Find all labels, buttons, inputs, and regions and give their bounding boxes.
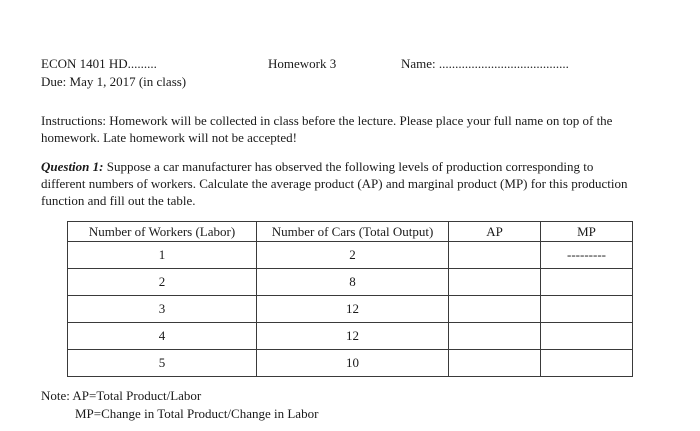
header-workers: Number of Workers (Labor) bbox=[68, 222, 257, 242]
cars-cell: 8 bbox=[257, 269, 449, 296]
header-mp: MP bbox=[541, 222, 633, 242]
table-row bbox=[68, 296, 633, 323]
note-mp: MP=Change in Total Product/Change in Labor bbox=[75, 406, 319, 421]
course-code: ECON 1401 HD......... bbox=[41, 56, 157, 71]
table-row bbox=[68, 242, 633, 269]
question-text: Suppose a car manufacturer has observed the following levels of production corresponding to different numbers of workers. Calculate the average product (AP) and marginal product (MP) for this production function and fill out the table. bbox=[41, 159, 628, 208]
mp-cell bbox=[541, 350, 633, 377]
name-field: Name: ........................................ bbox=[401, 56, 569, 71]
workers-cell: 1 bbox=[68, 242, 257, 269]
homework-title: Homework 3 bbox=[268, 56, 337, 71]
table-row bbox=[68, 323, 633, 350]
question-1 bbox=[41, 158, 641, 209]
table-header-row bbox=[68, 222, 633, 242]
cars-cell: 2 bbox=[257, 242, 449, 269]
ap-cell bbox=[449, 269, 541, 296]
mp-cell bbox=[541, 269, 633, 296]
ap-cell bbox=[449, 296, 541, 323]
cars-cell: 12 bbox=[257, 323, 449, 350]
header-cars: Number of Cars (Total Output) bbox=[257, 222, 449, 242]
table-row bbox=[68, 269, 633, 296]
note-ap: Note: AP=Total Product/Labor bbox=[41, 388, 202, 403]
workers-cell: 5 bbox=[68, 350, 257, 377]
due-date: Due: May 1, 2017 (in class) bbox=[41, 74, 187, 89]
mp-cell: --------- bbox=[541, 242, 633, 269]
production-table bbox=[67, 221, 633, 377]
table-row bbox=[68, 350, 633, 377]
ap-cell bbox=[449, 242, 541, 269]
mp-cell bbox=[541, 323, 633, 350]
instructions-text: Instructions: Homework will be collected in class before the lecture. Please place your full name on top of the homework. Late homework will not be accepted! bbox=[41, 113, 613, 145]
header-ap: AP bbox=[449, 222, 541, 242]
cars-cell: 10 bbox=[257, 350, 449, 377]
ap-cell bbox=[449, 323, 541, 350]
ap-cell bbox=[449, 350, 541, 377]
workers-cell: 2 bbox=[68, 269, 257, 296]
question-label: Question 1: bbox=[41, 159, 104, 174]
workers-cell: 3 bbox=[68, 296, 257, 323]
cars-cell: 12 bbox=[257, 296, 449, 323]
mp-cell bbox=[541, 296, 633, 323]
workers-cell: 4 bbox=[68, 323, 257, 350]
